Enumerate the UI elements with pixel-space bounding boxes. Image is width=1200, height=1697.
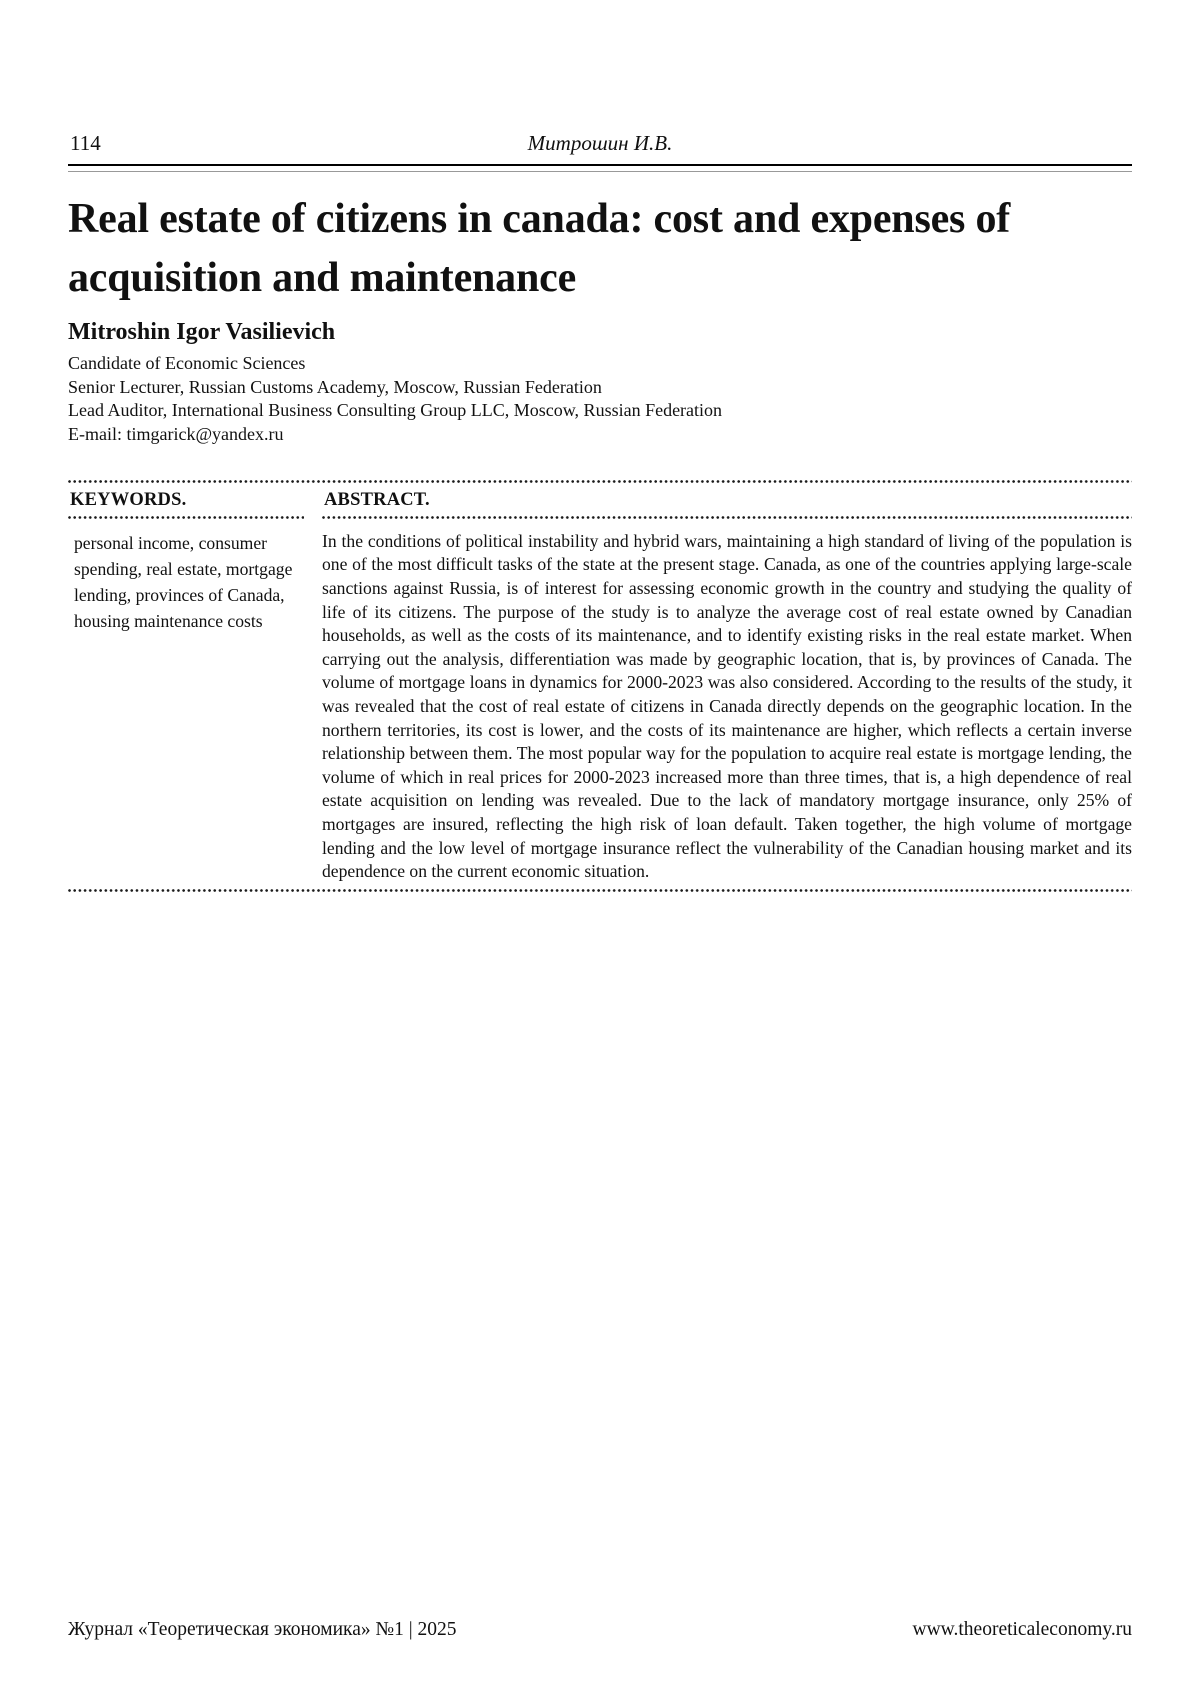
abstract-column — [322, 483, 1132, 883]
author-position-2: Lead Auditor, International Business Consulting Group LLC, Moscow, Russian Federation — [68, 400, 723, 421]
abstract-heading: ABSTRACT. — [324, 490, 430, 511]
author-degree: Candidate of Economic Sciences — [68, 353, 306, 374]
page-number: 114 — [70, 131, 101, 155]
page-content — [68, 0, 1132, 892]
author-email[interactable]: E-mail: timgarick@yandex.ru — [68, 423, 284, 444]
keywords-abstract-columns — [68, 483, 1132, 883]
running-author: Митрошин И.В. — [527, 131, 673, 155]
abstract-heading-rule — [322, 516, 1132, 519]
abstract-text: In the conditions of political instability and hybrid wars, maintaining a high standard of living of the population is one of the most difficult tasks of the state at the present stage. Canada, as one of the countries applying large-scale sanctions against Russia, is of interest for assessing economic growth in the country and studying the quality of life of its citizens. The purpose of the study is to analyze the average cost of real estate owned by Canadian households, as well as the costs of its maintenance, and to identify existing risks in the real estate market. When carrying out the analysis, differentiation was made by geographic location, that is, by provinces of Canada. The volume of mortgage loans in dynamics for 2000-2023 was also considered. According to the results of the study, it was revealed that the cost of real estate of citizens in Canada directly depends on the geographic location. In the northern territories, its cost is lower, and the costs of its maintenance are higher, which reflects a certain inverse relationship between them. The most popular way for the population to acquire real estate is mortgage lending, the volume of which in real prices for 2000-2023 increased more than three times, that is, a high dependence of real estate acquisition on lending was revealed. Due to the lack of mandatory mortgage insurance, only 25% of mortgages are insured, reflecting the high risk of loan default. Taken together, the high volume of mortgage lending and the low level of mortgage insurance reflect the vulnerability of the Canadian housing market and its dependence on the current economic situation. — [322, 530, 1132, 882]
page-footer — [68, 1618, 1132, 1641]
running-header — [68, 126, 1132, 154]
keywords-text: personal income, consumer spending, real estate, mortgage lending, provinces of Canada, housing maintenance costs — [74, 532, 293, 631]
dotted-rule-bottom — [68, 889, 1132, 892]
author-name: Mitroshin Igor Vasilievich — [68, 318, 336, 345]
author-affiliations — [68, 352, 1132, 446]
author-position-1: Senior Lecturer, Russian Customs Academy, Moscow, Russian Federation — [68, 376, 602, 397]
footer-journal-title: Журнал «Теоретическая экономика» №1 | 2025 — [68, 1618, 457, 1640]
footer-website-url[interactable]: www.theoreticaleconomy.ru — [912, 1618, 1132, 1640]
keywords-column — [68, 483, 304, 634]
header-rule — [68, 164, 1132, 172]
keywords-heading: KEYWORDS. — [70, 490, 187, 511]
article-title: Real estate of citizens in canada: cost and expenses of acquisition and maintenance — [68, 196, 1011, 301]
keywords-heading-rule — [68, 516, 304, 519]
